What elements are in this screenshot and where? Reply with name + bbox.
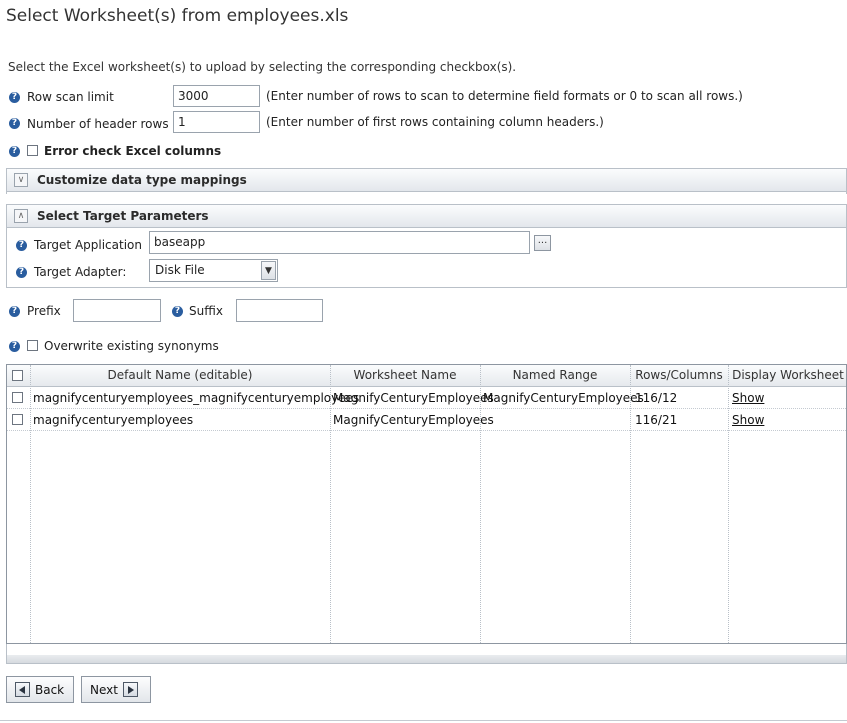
error-check-checkbox[interactable]: [27, 145, 38, 156]
column-header-default-name[interactable]: Default Name (editable): [107, 368, 253, 382]
arrow-right-icon: [123, 682, 138, 697]
show-worksheet-link[interactable]: Show: [732, 391, 765, 405]
overwrite-checkbox[interactable]: [27, 340, 38, 351]
scrollbar-track[interactable]: [7, 655, 846, 663]
suffix-label: Suffix: [189, 304, 223, 318]
expand-icon[interactable]: ∨: [14, 173, 28, 187]
grid-column-divider: [630, 365, 631, 643]
grid-column-divider: [728, 365, 729, 643]
page-title: Select Worksheet(s) from employees.xls: [6, 6, 349, 26]
arrow-left-icon: [15, 682, 30, 697]
target-application-input[interactable]: baseapp: [149, 231, 530, 254]
row-worksheet-name: MagnifyCenturyEmployees: [333, 391, 494, 405]
column-header-named-range[interactable]: Named Range: [512, 368, 598, 382]
back-button-label: Back: [35, 682, 65, 697]
overwrite-label: Overwrite existing synonyms: [44, 339, 219, 353]
row-default-name[interactable]: magnifycenturyemployees_magnifycenturyemployees: [33, 391, 360, 405]
row-default-name[interactable]: magnifycenturyemployees: [33, 413, 194, 427]
help-icon[interactable]: ?: [172, 306, 183, 317]
help-icon[interactable]: ?: [9, 118, 20, 129]
data-type-mappings-title: Customize data type mappings: [37, 173, 247, 187]
header-rows-input[interactable]: 1: [173, 111, 260, 133]
column-header-display-worksheet[interactable]: Display Worksheet: [732, 368, 844, 382]
row-divider: [7, 430, 846, 431]
target-parameters-body: [6, 228, 847, 288]
row-named-range: MagnifyCenturyEmployees: [483, 391, 644, 405]
target-adapter-select[interactable]: [149, 259, 278, 282]
help-icon[interactable]: ?: [9, 92, 20, 103]
data-type-mappings-body: [6, 192, 847, 194]
show-worksheet-link[interactable]: Show: [732, 413, 765, 427]
collapse-icon[interactable]: ∧: [14, 209, 28, 223]
target-parameters-panel[interactable]: [6, 204, 847, 228]
help-icon[interactable]: ?: [16, 240, 27, 251]
row-scan-limit-hint: (Enter number of rows to scan to determine field formats or 0 to scan all rows.): [266, 89, 743, 103]
back-button[interactable]: [6, 676, 74, 703]
help-icon[interactable]: ?: [9, 306, 20, 317]
column-header-rows-columns[interactable]: Rows/Columns: [635, 368, 723, 382]
row-worksheet-name: MagnifyCenturyEmployees: [333, 413, 494, 427]
column-header-worksheet-name[interactable]: Worksheet Name: [353, 368, 457, 382]
row-divider: [7, 408, 846, 409]
horizontal-scrollbar[interactable]: [6, 644, 847, 664]
target-adapter-label: Target Adapter:: [34, 265, 127, 279]
prefix-input[interactable]: [73, 299, 161, 322]
header-rows-label: Number of header rows: [27, 117, 169, 131]
row-rows-columns: 116/12: [635, 391, 678, 405]
help-icon[interactable]: ?: [9, 341, 20, 352]
grid-column-divider: [480, 365, 481, 643]
suffix-input[interactable]: [236, 299, 323, 322]
page-intro: Select the Excel worksheet(s) to upload by selecting the corresponding checkbox(s).: [8, 60, 517, 74]
next-button-label: Next: [90, 682, 118, 697]
next-button[interactable]: [81, 676, 151, 703]
row-rows-columns: 116/21: [635, 413, 678, 427]
row-scan-limit-label: Row scan limit: [27, 90, 114, 104]
chevron-down-icon[interactable]: ▼: [261, 261, 276, 280]
select-all-checkbox[interactable]: [12, 370, 23, 381]
grid-column-divider: [30, 365, 31, 643]
row-scan-limit-input[interactable]: 3000: [173, 85, 260, 107]
footer-divider: [0, 720, 847, 721]
help-icon[interactable]: ?: [16, 267, 27, 278]
target-parameters-title: Select Target Parameters: [37, 209, 209, 223]
browse-button[interactable]: ...: [534, 235, 551, 251]
target-application-label: Target Application: [34, 238, 142, 252]
error-check-label: Error check Excel columns: [44, 144, 222, 158]
row-checkbox[interactable]: [12, 414, 23, 425]
worksheet-grid: [6, 364, 847, 644]
grid-column-divider: [330, 365, 331, 643]
prefix-label: Prefix: [27, 304, 61, 318]
help-icon[interactable]: ?: [9, 146, 20, 157]
target-adapter-value: Disk File: [155, 263, 205, 277]
row-checkbox[interactable]: [12, 392, 23, 403]
data-type-mappings-panel[interactable]: [6, 168, 847, 192]
header-rows-hint: (Enter number of first rows containing column headers.): [266, 115, 604, 129]
